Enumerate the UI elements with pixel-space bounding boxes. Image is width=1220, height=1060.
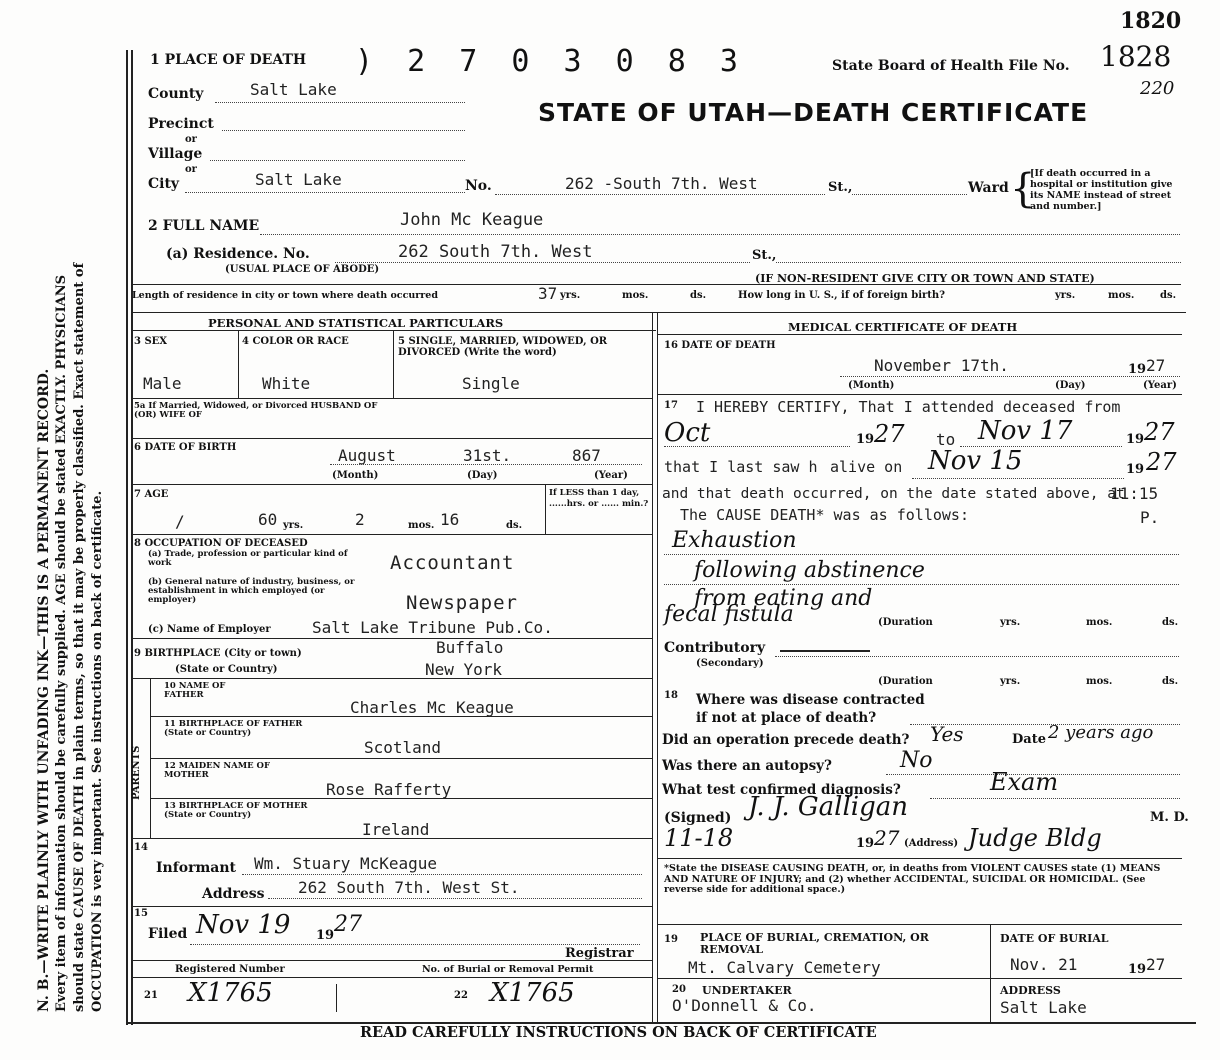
secondary-label: (Secondary) <box>696 658 764 669</box>
rule-12 <box>150 758 652 759</box>
alive-on-text: alive on <box>830 458 903 476</box>
signed-label: (Signed) <box>664 810 732 826</box>
residence-line <box>335 262 750 263</box>
death-date-label: 16 DATE OF DEATH <box>664 340 776 351</box>
dob-year-label: (Year) <box>594 470 628 481</box>
dob-line <box>330 464 642 465</box>
mother-label: 12 MAIDEN NAME OF MOTHER <box>164 761 270 780</box>
md-label: M. D. <box>1150 810 1189 825</box>
cert-number: ) 2 7 0 3 0 8 3 <box>355 44 746 79</box>
rule-21 <box>657 978 1182 979</box>
last-saw-date: Nov 15 <box>928 446 1023 476</box>
attended-from-line <box>664 446 850 447</box>
certify-number: 17 <box>664 400 678 411</box>
operation-date-label: Date <box>1012 732 1046 747</box>
file-number: 1828 <box>1100 40 1172 73</box>
occupation-value: Accountant <box>390 552 515 574</box>
age-mos-value: 2 <box>355 510 365 529</box>
to-label: to <box>936 430 956 449</box>
city-label: City <box>148 176 180 192</box>
undertaker-label: UNDERTAKER <box>702 984 792 997</box>
burial-number: 19 <box>664 934 678 945</box>
frame-left-1 <box>126 50 128 1025</box>
us-mos: mos. <box>1108 290 1135 301</box>
contrib-duration-label: (Duration <box>878 676 933 687</box>
operation-date: 2 years ago <box>1048 722 1154 743</box>
operation-value: Yes <box>930 722 964 746</box>
cause-footnote: *State the DISEASE CAUSING DEATH, or, in deaths from VIOLENT CAUSES state (1) MEANS AND NATURE OF INJURY; and (2) whether ACCIDENTAL, SUICIDAL OR HOMICIDAL. (See reverse side for additional space.) <box>664 863 1161 895</box>
signed-year-prefix: 19 <box>856 836 875 851</box>
rule-6 <box>131 438 652 439</box>
length-residence-value: 37 <box>538 284 558 303</box>
length-residence-label: Length of residence in city or town where death occurred <box>132 290 438 301</box>
length-mos: mos. <box>622 290 649 301</box>
industry-value: Newspaper <box>406 592 518 614</box>
mother-birthplace: Ireland <box>362 820 430 839</box>
contrib-duration-yrs: yrs. <box>1000 676 1021 687</box>
cause-duration-label: (Duration <box>878 617 933 628</box>
q18-text-2: if not at place of death? <box>696 710 877 726</box>
rule-4 <box>657 334 1182 335</box>
signed-address-label: (Address) <box>904 838 959 849</box>
undertaker-value: O'Donnell & Co. <box>672 996 817 1015</box>
burial-date-label: DATE OF BURIAL <box>1000 932 1109 945</box>
death-occurred-text: and that death occurred, on the date stated above, at <box>662 486 1125 502</box>
q18-text: Where was disease contracted <box>696 692 925 708</box>
filed-number: 15 <box>134 908 148 919</box>
full-name-label: 2 FULL NAME <box>148 218 260 234</box>
filed-label: Filed <box>148 926 188 942</box>
age-tick: / <box>175 512 185 531</box>
residence-label: (a) Residence. No. <box>166 246 310 262</box>
rule-11 <box>150 716 652 717</box>
marital-label: 5 SINGLE, MARRIED, WIDOWED, OR DIVORCED (Write the word) <box>398 336 608 358</box>
rule-5 <box>131 398 652 399</box>
county-label: County <box>148 86 204 102</box>
age-yrs-value: 60 <box>258 510 278 529</box>
length-yrs: yrs. <box>560 290 581 301</box>
q18-number: 18 <box>664 690 678 701</box>
attended-from: Oct <box>664 418 711 448</box>
footer-instructions: READ CAREFULLY INSTRUCTIONS ON BACK OF CERTIFICATE <box>360 1024 877 1041</box>
cause-duration-ds: ds. <box>1162 617 1179 628</box>
mother-value: Rose Rafferty <box>326 780 452 799</box>
registered-number: X1765 <box>188 978 273 1008</box>
nonresident-label: (IF NON-RESIDENT GIVE CITY OR TOWN AND STATE) <box>755 272 1095 285</box>
color-divider <box>393 330 394 398</box>
informant-line <box>242 874 642 875</box>
side-text-1: N. B.—WRITE PLAINLY WITH UNFADING INK—THIS IS A PERMANENT RECORD. <box>36 368 52 1012</box>
last-saw-text: that I last saw h <box>664 458 818 476</box>
rule-2 <box>131 312 1186 313</box>
test-value: Exam <box>990 768 1059 796</box>
parents-label: PARENTS <box>131 745 142 800</box>
death-year-prefix: 19 <box>1128 362 1147 377</box>
village-line <box>210 160 465 161</box>
father-birthplace: Scotland <box>364 738 442 757</box>
color-value: White <box>262 374 311 393</box>
autopsy-value: No <box>900 748 933 773</box>
dob-year: 867 <box>572 446 601 465</box>
operation-label: Did an operation precede death? <box>662 732 910 748</box>
or-text-1: or <box>185 134 197 145</box>
last-saw-line <box>912 478 1124 479</box>
burial-divider <box>990 924 991 1022</box>
sex-label: 3 SEX <box>134 336 168 347</box>
rule-14 <box>131 838 652 839</box>
rule-13 <box>150 798 652 799</box>
rule-7 <box>131 484 652 485</box>
burial-date: Nov. 21 <box>1010 955 1078 974</box>
informant-address: 262 South 7th. West St. <box>298 878 520 897</box>
color-label: 4 COLOR OR RACE <box>242 336 349 347</box>
occupation-label: 8 OCCUPATION OF DECEASED <box>134 538 308 549</box>
contributory-dash <box>780 650 870 652</box>
sex-value: Male <box>143 374 182 393</box>
rule-10 <box>131 678 652 679</box>
informant-address-label: Address <box>202 886 265 902</box>
birthplace-state: New York <box>425 660 503 679</box>
cause-line-1: Exhaustion <box>672 528 797 553</box>
death-date-value: November 17th. <box>874 356 1009 375</box>
us-residence-label: How long in U. S., if of foreign birth? <box>738 290 946 301</box>
informant-number: 14 <box>134 842 148 853</box>
time-pm: P. <box>1140 508 1160 527</box>
cause-line-1-rule <box>664 554 1179 555</box>
dob-month-label: (Month) <box>332 470 379 481</box>
informant-address-line <box>268 898 642 899</box>
ward-note: [If death occurred in a hospital or institution give its NAME instead of street and number.] <box>1030 168 1173 212</box>
city-line <box>185 192 465 193</box>
column-divider-2 <box>657 312 658 1024</box>
employer-value: Salt Lake Tribune Pub.Co. <box>312 618 553 637</box>
birthplace-label: 9 BIRTHPLACE (City or town) <box>134 648 302 659</box>
full-name-value: John Mc Keague <box>400 210 544 230</box>
age-less-label: If LESS than 1 day, ......hrs. or ...... min.? <box>549 488 649 509</box>
street-line <box>495 194 825 195</box>
sex-divider <box>238 330 239 398</box>
medical-section-title: MEDICAL CERTIFICATE OF DEATH <box>788 320 1018 334</box>
contrib-duration-ds: ds. <box>1162 676 1179 687</box>
age-label: 7 AGE <box>134 489 169 500</box>
employer-label: (c) Name of Employer <box>148 624 271 635</box>
side-text-4: OCCUPATION is very important. See instructions on back of certificate. <box>90 490 105 1012</box>
cause-line-4: fecal fistula <box>664 602 794 627</box>
burial-place-label: PLACE OF BURIAL, CREMATION, OR REMOVAL <box>700 931 929 956</box>
rule-19 <box>657 858 1182 859</box>
us-ds: ds. <box>1160 290 1177 301</box>
burial-year-prefix: 19 <box>1128 962 1147 977</box>
to-year-prefix: 19 <box>1126 432 1145 447</box>
rule-16 <box>131 960 652 961</box>
precinct-label: Precinct <box>148 116 214 132</box>
column-divider-1 <box>652 312 653 1024</box>
cause-line-2-rule <box>664 584 1179 585</box>
rule-8 <box>131 534 652 535</box>
signed-date: 11-18 <box>664 824 734 852</box>
permit-number: X1765 <box>490 978 575 1008</box>
death-year: 27 <box>1146 356 1166 375</box>
registered-number-index: 21 <box>144 990 158 1001</box>
frame-left-2 <box>131 50 133 1025</box>
contributory-line <box>775 656 1179 657</box>
city-value: Salt Lake <box>255 170 342 189</box>
rule-18 <box>657 394 1182 395</box>
attended-to: Nov 17 <box>978 416 1073 446</box>
test-label: What test confirmed diagnosis? <box>662 782 901 798</box>
full-name-line <box>260 234 1180 235</box>
signed-address: Judge Bldg <box>968 824 1102 852</box>
father-label: 10 NAME OF FATHER <box>164 681 226 700</box>
dob-day-label: (Day) <box>467 470 498 481</box>
village-label: Village <box>148 146 203 162</box>
permit-index: 22 <box>454 990 468 1001</box>
county-value: Salt Lake <box>250 80 337 99</box>
ward-label: Ward <box>968 180 1009 196</box>
death-month-label: (Month) <box>848 380 895 391</box>
cause-duration-mos: mos. <box>1086 617 1113 628</box>
registrar-label: Registrar <box>565 946 634 961</box>
informant-value: Wm. Stuary McKeague <box>254 854 438 873</box>
file-number-label: State Board of Health File No. <box>832 58 1070 74</box>
residence-value: 262 South 7th. West <box>398 242 593 262</box>
signed-year: 27 <box>874 826 900 850</box>
side-text-2: Every item of information should be carefully supplied. AGE should be stated EXACTLY. PHYSICIANS <box>54 274 69 1012</box>
birthplace-city: Buffalo <box>436 638 504 657</box>
certificate-title: STATE OF UTAH—DEATH CERTIFICATE <box>538 98 1089 127</box>
residence-st-line <box>776 262 1181 263</box>
birthplace-state-label: (State or Country) <box>175 664 278 675</box>
autopsy-label: Was there an autopsy? <box>662 758 832 774</box>
age-mos-label: mos. <box>408 520 435 531</box>
from-year: 27 <box>874 420 905 448</box>
cause-text: The CAUSE DEATH* was as follows: <box>680 506 969 524</box>
spouse-label: 5a If Married, Widowed, or Divorced HUSBAND OF (OR) WIFE OF <box>134 401 378 420</box>
county-line <box>215 102 465 103</box>
personal-section-title: PERSONAL AND STATISTICAL PARTICULARS <box>208 316 504 330</box>
test-line <box>930 798 1180 799</box>
side-text-3: should state CAUSE OF DEATH in plain terms, so that it may be properly classified. Exact statement of <box>72 262 87 1012</box>
last-saw-year: 27 <box>1146 448 1177 476</box>
length-ds: ds. <box>690 290 707 301</box>
residence-st-label: St., <box>752 248 777 263</box>
physician-signature: J. J. Galligan <box>748 792 908 822</box>
dob-label: 6 DATE OF BIRTH <box>134 442 237 453</box>
precinct-line <box>222 130 465 131</box>
undertaker-address-label: ADDRESS <box>1000 984 1061 997</box>
cause-line-3: from eating and <box>694 586 873 611</box>
to-year: 27 <box>1144 418 1175 446</box>
dob-month: August <box>338 446 396 465</box>
contrib-duration-mos: mos. <box>1086 676 1113 687</box>
filed-date: Nov 19 <box>196 910 291 940</box>
death-date-line <box>840 376 1180 377</box>
occupation-b-label: (b) General nature of industry, business, or establishment in which employed (or employer) <box>148 577 355 605</box>
rule-20 <box>657 924 1182 925</box>
burial-year: 27 <box>1146 955 1166 974</box>
ward-line <box>852 194 967 195</box>
dob-day: 31st. <box>463 446 512 465</box>
cause-duration-yrs: yrs. <box>1000 617 1021 628</box>
street-no-label: No. <box>465 178 492 194</box>
marital-value: Single <box>462 374 520 393</box>
burial-place: Mt. Calvary Cemetery <box>688 958 881 977</box>
rule-9 <box>131 638 652 639</box>
place-of-death-label: 1 PLACE OF DEATH <box>150 52 307 68</box>
occupation-a-label: (a) Trade, profession or particular kind of work <box>148 549 348 568</box>
registered-number-label: Registered Number <box>175 964 285 975</box>
or-text-2: or <box>185 164 197 175</box>
cause-line-2: following abstinence <box>694 558 925 583</box>
filed-line <box>190 944 640 945</box>
ward-brace: { <box>1010 166 1036 212</box>
certify-text: I HEREBY CERTIFY, That I attended deceased from <box>696 398 1121 416</box>
corner-number: 1820 <box>1120 8 1182 34</box>
age-divider <box>545 484 546 534</box>
file-note: 220 <box>1140 78 1175 99</box>
last-saw-year-prefix: 19 <box>1126 462 1145 477</box>
death-time: 11:15 <box>1110 484 1159 503</box>
undertaker-number: 20 <box>672 984 686 995</box>
street-st-label: St., <box>828 180 853 195</box>
undertaker-address: Salt Lake <box>1000 998 1087 1017</box>
age-ds-label: ds. <box>506 520 523 531</box>
filed-year-prefix: 19 <box>316 928 335 943</box>
rule-15 <box>131 906 652 907</box>
father-value: Charles Mc Keague <box>350 698 514 717</box>
reg-bracket <box>336 984 337 1012</box>
informant-label: Informant <box>156 860 236 876</box>
rule-1 <box>131 284 1181 285</box>
contributory-label: Contributory <box>664 640 766 656</box>
filed-year: 27 <box>334 912 362 937</box>
burial-permit-label: No. of Burial or Removal Permit <box>422 964 594 975</box>
abode-label: (USUAL PLACE OF ABODE) <box>225 264 380 275</box>
father-birthplace-label: 11 BIRTHPLACE OF FATHER (State or Country) <box>164 719 303 738</box>
us-yrs: yrs. <box>1055 290 1076 301</box>
death-day-label: (Day) <box>1055 380 1086 391</box>
age-ds-value: 16 <box>440 510 460 529</box>
street-value: 262 -South 7th. West <box>565 174 758 193</box>
age-yrs-label: yrs. <box>283 520 304 531</box>
death-year-label: (Year) <box>1143 380 1177 391</box>
mother-birthplace-label: 13 BIRTHPLACE OF MOTHER (State or Country) <box>164 801 308 820</box>
from-year-prefix: 19 <box>856 432 875 447</box>
